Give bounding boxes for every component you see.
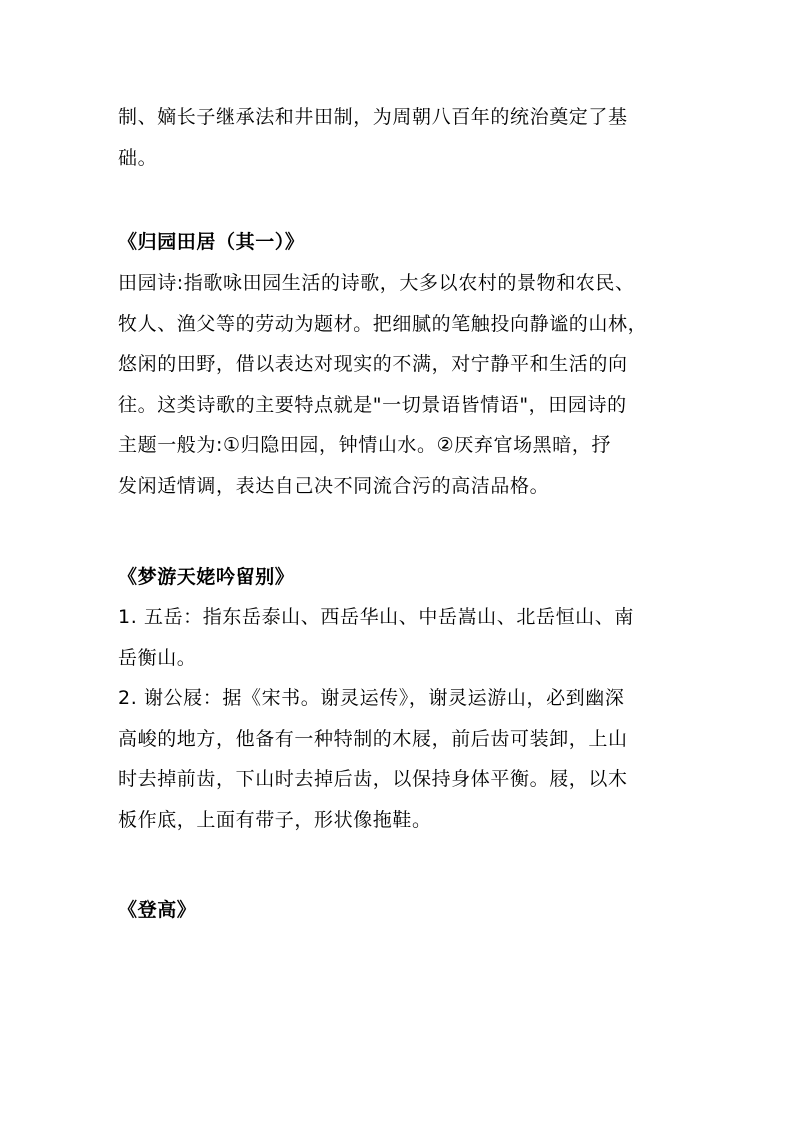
body-line: 发闲适情调，表达自己决不同流合污的高洁品格。 [118,474,550,497]
section-body-guiyuantianju [118,263,688,506]
body-line: 1. 五岳：指东岳泰山、西岳华山、中岳嵩山、北岳恒山、南 [118,606,634,628]
body-line: 往。这类诗歌的主要特点就是"一切景语皆情语"，田园诗的 [118,393,627,416]
body-line: 悠闲的田野，借以表达对现实的不满，对宁静平和生活的向 [118,353,628,375]
section-title-denggao: 《登高》 [118,899,197,921]
section-title-mengyoutianmu: 《梦游天姥吟留别》 [118,566,295,588]
body-line: 主题一般为:①归隐田园，钟情山水。②厌弃官场黑暗，抒 [118,434,612,456]
body-line: 田园诗:指歌咏田园生活的诗歌，大多以农村的景物和农民、 [118,272,635,294]
body-line: 高峻的地方，他备有一种特制的木屐，前后齿可装卸，上山 [118,727,628,750]
intro-paragraph [118,97,688,178]
body-line: 岳衡山。 [118,646,197,669]
body-line: 2. 谢公屐：据《宋书。谢灵运传》，谢灵运游山，必到幽深 [118,687,625,709]
section-title-guiyuantianju: 《归园田居（其一）》 [118,231,305,253]
intro-line-2: 础。 [118,146,158,169]
body-line: 时去掉前齿，下山时去掉后齿，以保持身体平衡。屐，以木 [118,768,628,790]
section-body-mengyoutianmu [118,597,688,840]
intro-line-1: 制、嫡长子继承法和井田制，为周朝八百年的统治奠定了基 [118,106,628,128]
body-line: 板作底，上面有带子，形状像拖鞋。 [118,808,432,831]
body-line: 牧人、渔父等的劳动为题材。把细腻的笔触投向静谧的山林， [118,312,648,335]
